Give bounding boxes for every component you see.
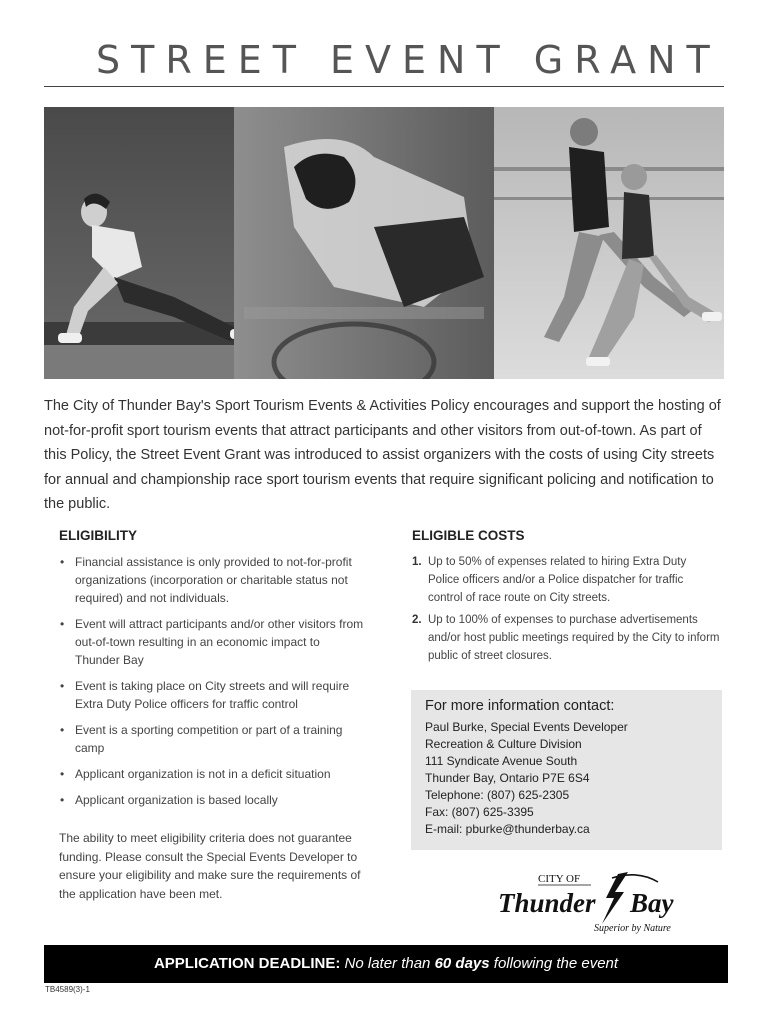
lightning-icon xyxy=(602,872,628,924)
deadline-pre: No later than xyxy=(344,955,431,972)
logo-city-of: CITY OF xyxy=(538,873,581,885)
eligibility-item-text: Event is taking place on City streets and will require Extra Duty Police officers for traffic control xyxy=(75,679,350,711)
eligibility-item xyxy=(59,721,364,757)
eligibility-item xyxy=(59,553,364,607)
eligibility-item-text: Event will attract participants and/or other visitors from out-of-town resulting in an economic impact to Thunder Bay xyxy=(75,617,364,667)
cost-item xyxy=(412,553,720,607)
deadline-label: APPLICATION DEADLINE: xyxy=(153,955,341,972)
page-title: STREET EVENT GRANT xyxy=(96,38,721,82)
eligibility-item-text: Event is a sporting competition or part of a training camp xyxy=(75,723,343,755)
eligibility-item xyxy=(59,615,364,669)
bullet-icon: • xyxy=(60,793,65,807)
eligibility-item xyxy=(59,765,364,783)
contact-street: 111 Syndicate Avenue South xyxy=(425,754,578,768)
logo-tagline: Superior by Nature xyxy=(594,923,671,934)
contact-fax: Fax: (807) 625-3395 xyxy=(425,805,534,819)
bullet-icon: • xyxy=(60,679,65,693)
logo-bay: Bay xyxy=(630,888,674,918)
contact-division: Recreation & Culture Division xyxy=(425,737,582,751)
eligibility-item-text: Applicant organization is not in a deficit situation xyxy=(75,767,331,781)
eligibility-list xyxy=(59,553,364,809)
bullet-icon: • xyxy=(60,555,65,569)
header-photo xyxy=(44,107,724,379)
bullet-icon: • xyxy=(60,617,65,631)
deadline-days: 60 days xyxy=(434,955,490,972)
form-code: TB4589(3)-1 xyxy=(45,985,90,994)
contact-city: Thunder Bay, Ontario P7E 6S4 xyxy=(425,771,590,785)
athletes-photo-illustration xyxy=(44,107,724,379)
cost-item-number: 1. xyxy=(412,556,422,568)
bullet-icon: • xyxy=(60,767,65,781)
bullet-icon: • xyxy=(60,723,65,737)
logo-thunder: Thunder xyxy=(498,888,596,918)
eligibility-note: The ability to meet eligibility criteria does not guarantee funding. Please consult the Special Events Developer to ensure your eligibility and make sure the requirements of the application have been met. xyxy=(59,831,361,901)
eligibility-heading: ELIGIBILITY xyxy=(59,528,138,543)
cost-item-text: Up to 50% of expenses related to hiring Extra Duty Police officers and/or a Police dispatcher for traffic control of race route on City streets. xyxy=(428,556,687,604)
cost-item xyxy=(412,611,720,665)
cost-item-text: Up to 100% of expenses to purchase advertisements and/or host public meetings required by the City to inform public of street closures. xyxy=(428,614,720,662)
contact-box xyxy=(411,690,722,850)
contact-name: Paul Burke, Special Events Developer xyxy=(425,720,628,734)
intro-paragraph: The City of Thunder Bay's Sport Tourism Events & Activities Policy encourages and support the hosting of not-for-profit sport tourism events that attract participants and other visitors from out-of-town. As part of this Policy, the Street Event Grant was introduced to assist organizers with the costs of using City streets for annual and championship race sport tourism events that require significant policing and notification to the public. xyxy=(44,398,721,512)
application-deadline-banner xyxy=(44,945,728,983)
contact-email[interactable]: E-mail: pburke@thunderbay.ca xyxy=(425,822,590,836)
city-of-thunder-bay-logo xyxy=(498,868,708,936)
contact-telephone: Telephone: (807) 625-2305 xyxy=(425,788,570,802)
eligibility-item-text: Applicant organization is based locally xyxy=(75,793,278,807)
deadline-post: following the event xyxy=(493,955,619,972)
contact-heading: For more information contact: xyxy=(425,698,615,714)
eligibility-item-text: Financial assistance is only provided to not-for-profit organizations (incorporation or charitable status not required) and not individuals. xyxy=(75,555,352,605)
eligible-costs-heading: ELIGIBLE COSTS xyxy=(412,528,525,543)
eligibility-item xyxy=(59,677,364,713)
title-divider xyxy=(44,86,724,87)
cost-item-number: 2. xyxy=(412,614,422,626)
eligibility-item xyxy=(59,791,364,809)
eligibility-section xyxy=(59,528,364,903)
logo-graphic xyxy=(498,868,708,936)
eligible-costs-section xyxy=(412,528,720,669)
eligible-costs-list xyxy=(412,553,720,665)
